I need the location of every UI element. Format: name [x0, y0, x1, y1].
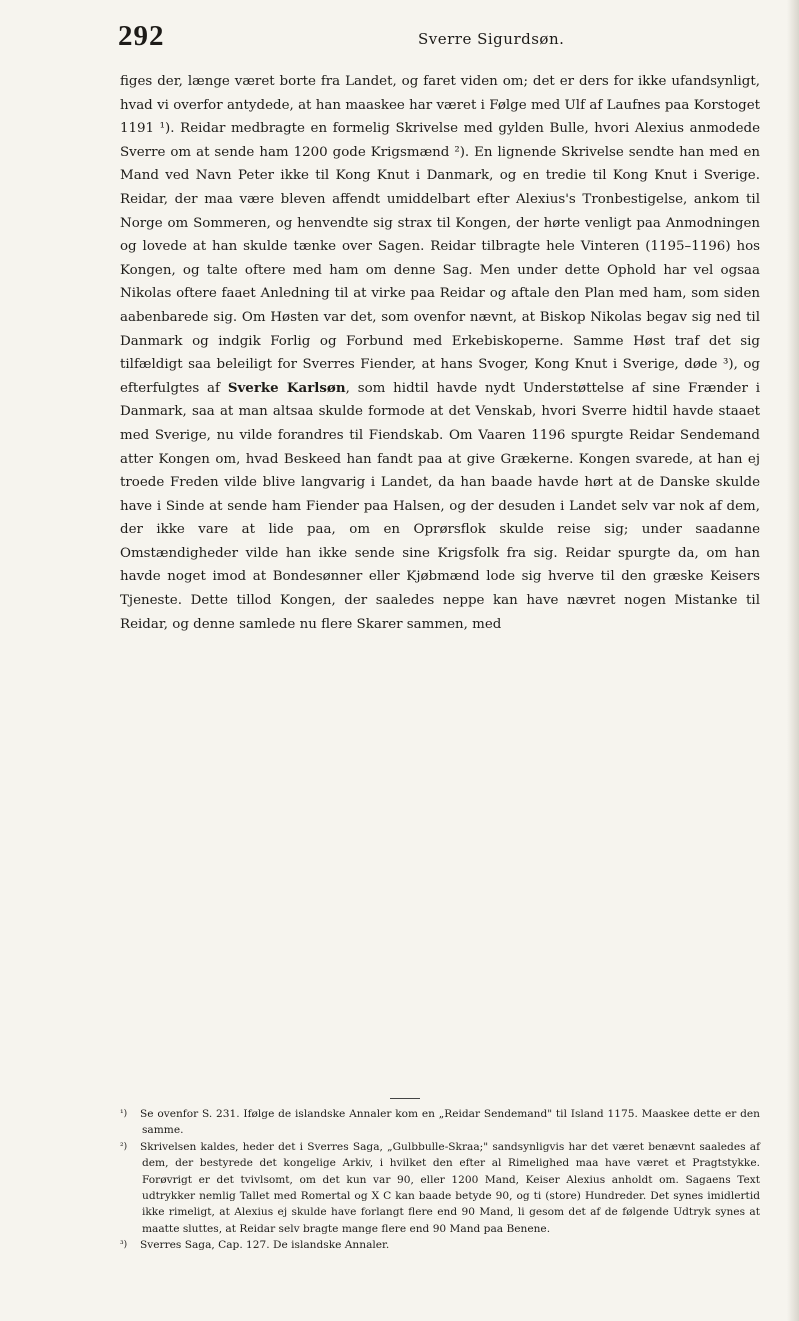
- page-edge-shadow: [787, 0, 799, 1321]
- page-number: 292: [118, 20, 165, 52]
- footnote-text: Sverres Saga, Cap. 127. De islandske Annaler.: [140, 1239, 390, 1252]
- body-paragraph-text: figes der, længe været borte fra Landet, og faret viden om; det er ders for ikke ufandsynligt, hvad vi overfor antydede, at han maaskee har været i Følge med Ulf af Laufnes paa Korstoget 1191 ¹). Reidar medbragte en formelig Skrivelse med gylden Bulle, hvori Alexius anmodede Sverre om at sende ham 1200 gode Krigsmænd ²). En lignende Skrivelse sendte han med en Mand ved Navn Peter ikke til Kong Knut i Danmark, og en tredie til Kong Knut i Sverige. Reidar, der maa være bleven affendt umiddelbart efter Alexius's Tronbestigelse, ankom til Norge om Sommeren, og henvendte sig strax til Kongen, der hørte venligt paa Anmodningen og lovede at han skulde tænke over Sagen. Reidar tilbragte hele Vinteren (1195–1196) hos Kongen, og talte oftere med ham om denne Sag. Men under dette Ophold har vel ogsaa Nikolas oftere faaet Anledning til at virke paa Reidar og aftale den Plan med ham, som siden aabenbarede sig. Om Høsten var det, som ovenfor nævnt, at Biskop Nikolas begav sig ned til Danmark og indgik Forlig og Forbund med Erkebiskoperne. Samme Høst traf det sig tilfældigt saa beleiligt for Sverres Fiender, at hans Svoger, Kong Knut i Sverige, døde ³), og efterfulgtes af Sverke Karlsøn, som hidtil havde nydt Understøttelse af sine Frænder i Danmark, saa at man altsaa skulde formode at det Venskab, hvori Sverre hidtil havde staaet med Sverige, nu vilde forandres til Fiendskab. Om Vaaren 1196 spurgte Reidar Sendemand atter Kongen om, hvad Beskeed han fandt paa at give Grækerne. Kongen svarede, at han ej troede Freden vilde blive langvarig i Landet, da han baade havde hørt at de Danske skulde have i Sinde at sende ham Fiender paa Halsen, og der desuden i Landet selv var nok af dem, der ikke vare at lide paa, om en Oprørsflok skulde reise sig; under saadanne Omstændigheder vilde han ikke sende sine Krigsfolk fra sig. Reidar spurgte da, om han havde noget imod at Bondesønner eller Kjøbmænd lode sig hverve til den græske Keisers Tjeneste. Dette tillod Kongen, der saaledes neppe kan have nævret nogen Mistanke til Reidar, og denne samlede nu flere Skarer sammen, med: [120, 74, 760, 632]
- footnotes: [120, 1106, 760, 1254]
- footnote-3: [120, 1237, 760, 1253]
- footnote-mark: ²): [120, 1141, 128, 1152]
- footnote-2: [120, 1139, 760, 1237]
- footnote-text: Se ovenfor S. 231. Ifølge de islandske Annaler kom en „Reidar Sendemand" til Island 1175. Maaskee dette er den samme.: [140, 1108, 760, 1137]
- body-paragraph: [120, 70, 760, 636]
- page-header: [118, 20, 758, 60]
- footnote-text: Skrivelsen kaldes, heder det i Sverres Saga, „Gulbbulle-Skraa;" sandsynligvis har det været benævnt saaledes af dem, der bestyrede det kongelige Arkiv, i hvilket den efter al Rimelighed maa have været et Pragtstykke. Forøvrigt er det tvivlsomt, om det kun var 90, eller 1200 Mand, Keiser Alexius anholdt om. Sagaens Text udtrykker nemlig Tallet med Romertal og X C kan baade betyde 90, og ti (store) Hundreder. Det synes imidlertid ikke rimeligt, at Alexius ej skulde have forlangt flere end 90 Mand, li gesom det af de følgende Udtryk synes at maatte sluttes, at Reidar selv bragte mange flere end 90 Mand paa Benene.: [140, 1140, 760, 1235]
- footnote-mark: ¹): [120, 1109, 128, 1119]
- main-text: [120, 70, 760, 636]
- running-head: Sverre Sigurdsøn.: [418, 30, 565, 48]
- footnote-mark: ³): [120, 1240, 128, 1251]
- footnote-1: [120, 1106, 760, 1139]
- footnote-separator: [390, 1098, 420, 1099]
- bold-name: Sverke Karlsøn: [227, 379, 346, 396]
